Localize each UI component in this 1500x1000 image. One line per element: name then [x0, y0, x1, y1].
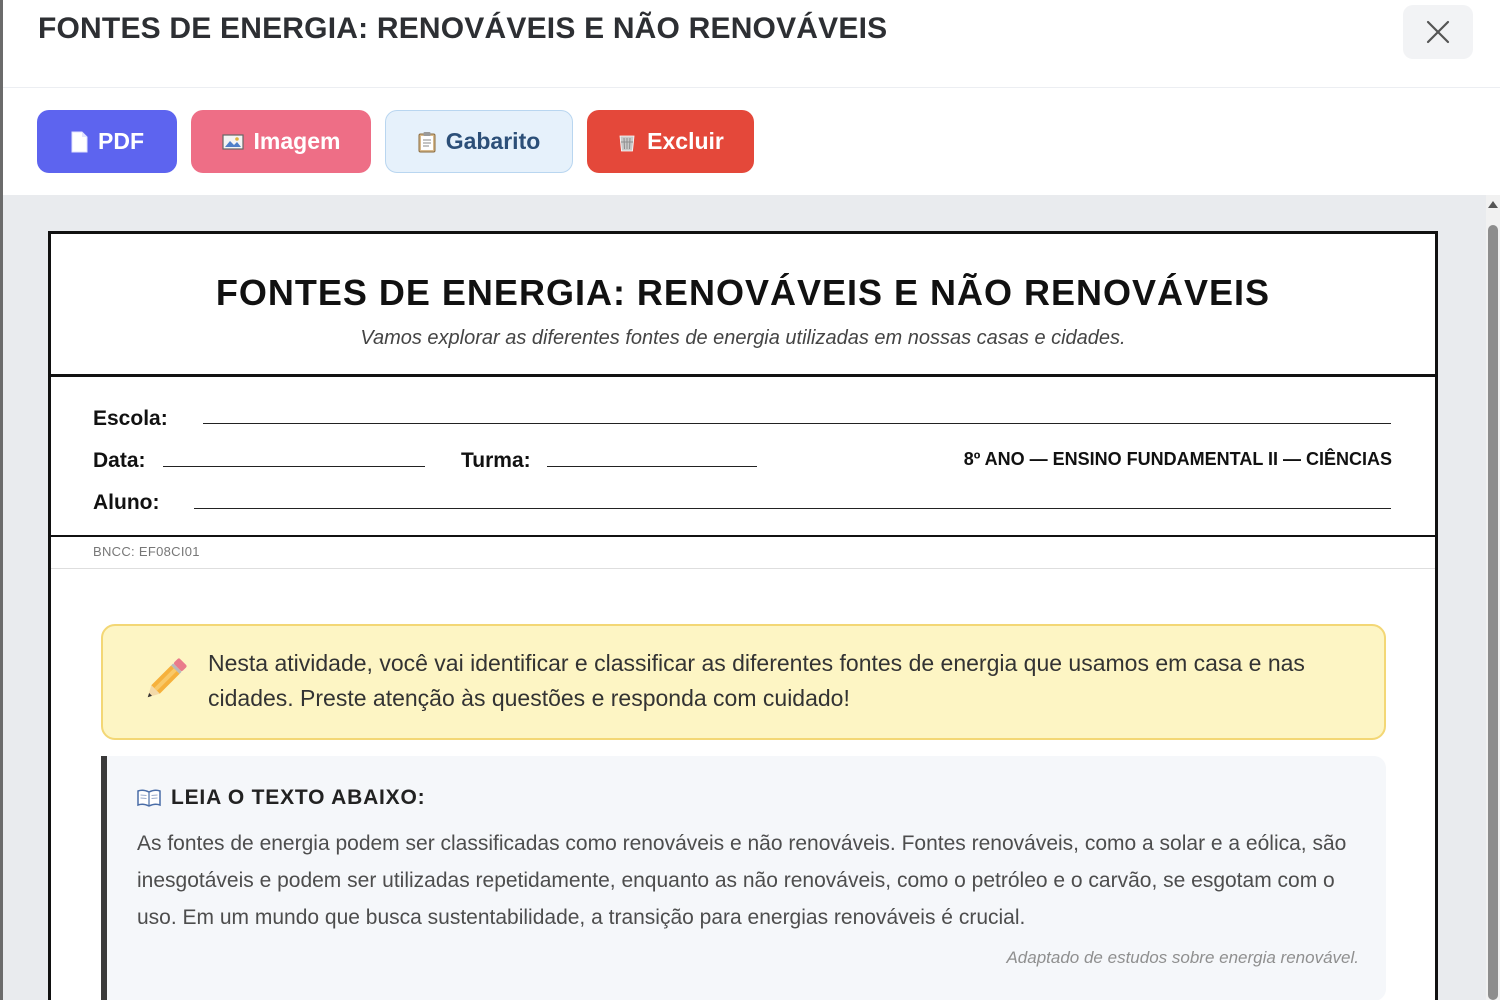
student-info-fields [51, 380, 1435, 537]
class-label: Turma: [461, 449, 531, 472]
worksheet-document [48, 231, 1438, 1000]
modal-header [3, 0, 1500, 88]
date-line [163, 466, 425, 467]
worksheet-header [51, 234, 1435, 377]
vertical-scrollbar[interactable] [1486, 195, 1500, 1000]
answer-key-button[interactable] [385, 110, 573, 173]
reading-heading [137, 786, 425, 810]
document-icon [70, 131, 88, 153]
open-book-icon [137, 789, 161, 807]
student-label: Aluno: [93, 491, 160, 514]
instruction-text: Nesta atividade, você vai identificar e classificar as diferentes fontes de energia que usamos em casa e nas cidades. Preste atenção às questões e responda com cuidado! [208, 650, 1305, 711]
reading-body: As fontes de energia podem ser classificadas como renováveis e não renováveis. Fontes renováveis, como a solar e a eólica, são inesgotáveis e podem ser utilizadas repetidamente, enquanto as não renováveis, como o petróleo e o carvão, se esgotam com o uso. Em um mundo que busca sustentabilidade, a transição para energias renováveis é crucial. [137, 832, 1347, 929]
grade-info: 8º ANO — ENSINO FUNDAMENTAL II — CIÊNCIAS [963, 449, 1392, 469]
reading-section [101, 756, 1386, 1000]
scroll-up-arrow-icon[interactable] [1488, 201, 1498, 208]
reading-heading-text: LEIA O TEXTO ABAIXO: [171, 786, 426, 809]
school-line [203, 423, 1391, 424]
image-button[interactable] [191, 110, 371, 173]
modal-title: FONTES DE ENERGIA: RENOVÁVEIS E NÃO RENOVÁVEIS [38, 12, 888, 45]
close-button[interactable] [1403, 5, 1473, 59]
action-toolbar [3, 88, 1500, 195]
scroll-thumb[interactable] [1488, 225, 1498, 1000]
instruction-callout [101, 624, 1386, 740]
pdf-button-label: PDF [98, 128, 144, 154]
image-button-label: Imagem [253, 128, 341, 154]
bncc-code: BNCC: EF08CI01 [93, 544, 200, 559]
reading-source: Adaptado de estudos sobre energia renovável. [1006, 948, 1359, 967]
student-line [194, 508, 1391, 509]
bncc-divider [51, 568, 1435, 569]
answer-key-button-label: Gabarito [445, 128, 541, 154]
picture-icon [222, 133, 244, 151]
school-label: Escola: [93, 407, 168, 430]
delete-button-label: Excluir [647, 128, 724, 154]
pencil-icon [139, 656, 189, 706]
worksheet-title: FONTES DE ENERGIA: RENOVÁVEIS E NÃO RENOVÁVEIS [215, 272, 1271, 313]
wastebasket-icon [617, 132, 637, 152]
date-label: Data: [93, 449, 146, 472]
clipboard-icon [418, 131, 436, 153]
class-line [547, 466, 757, 467]
delete-button[interactable] [587, 110, 754, 173]
pdf-button[interactable] [37, 110, 177, 173]
worksheet-subtitle: Vamos explorar as diferentes fontes de energia utilizadas em nossas casas e cidades. [360, 327, 1126, 349]
close-icon [1425, 19, 1451, 45]
